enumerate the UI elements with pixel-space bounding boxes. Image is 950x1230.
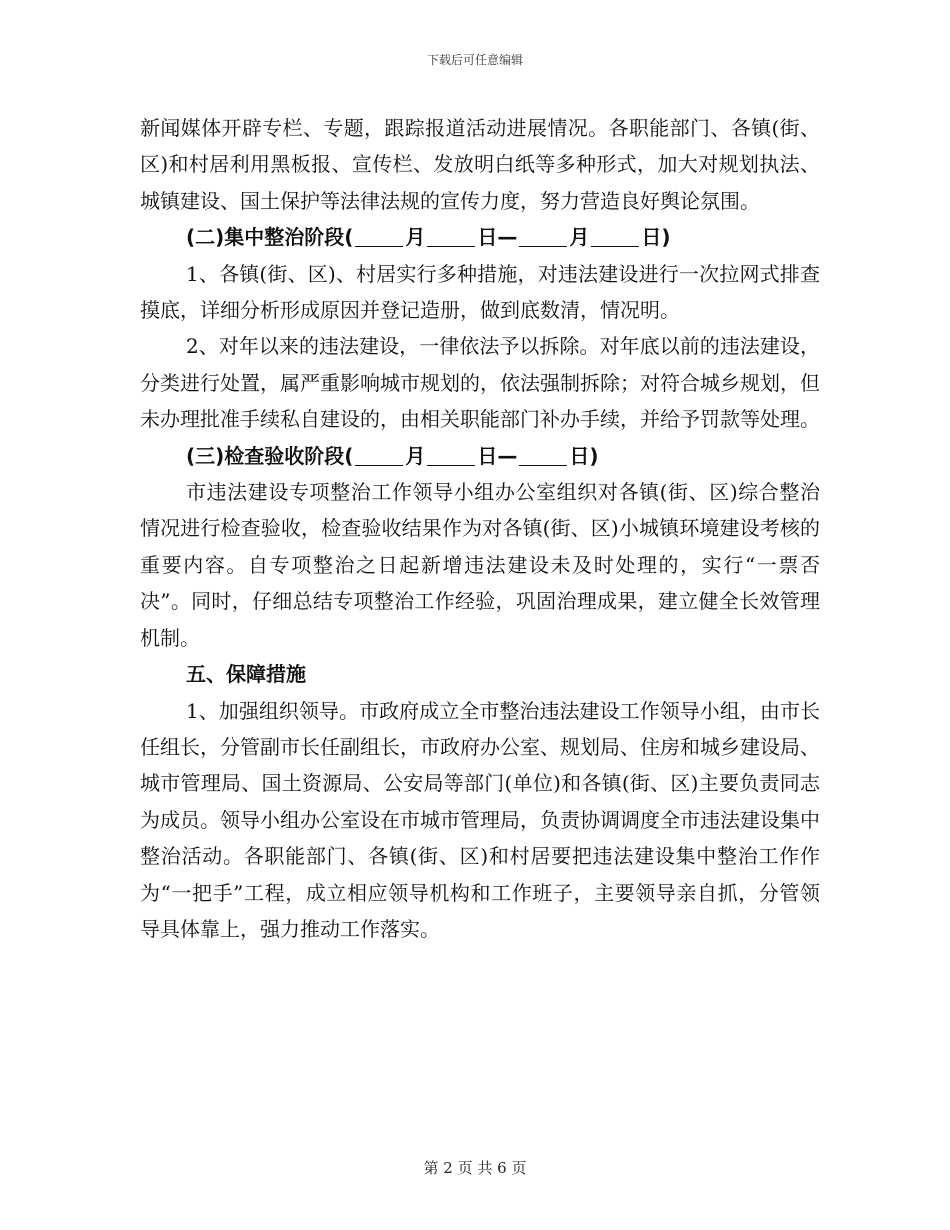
heading-phase-2-month1: 月 (405, 225, 426, 250)
heading-phase-2 (140, 219, 820, 255)
blank-line (591, 224, 639, 247)
heading-phase-3-day2: 日) (569, 443, 599, 468)
paragraph-leadership: 1、加强组织领导。市政府成立全市整治违法建设工作领导小组，由市长任组长，分管副市长任副组长，市政府办公室、规划局、住房和城乡建设局、城市管理局、国土资源局、公安局等部门(单位)和各镇(街、区)主要负责同志为成员。领导小组办公室设在市城市管理局，负责协调调度全市违法建设集中整治活动。各职能部门、各镇(街、区)和村居要把违法建设集中整治工作作为“一把手”工程，成立相应领导机构和工作班子，主要领导亲自抓，分管领导具体靠上，强力推动工作落实。 (140, 698, 820, 941)
blank-line (355, 224, 403, 247)
blank-line (427, 443, 475, 466)
blank-line (355, 443, 403, 466)
paragraph-item-2: 2、对年以来的违法建设，一律依法予以拆除。对年底以前的违法建设，分类进行处置，属严重影响城市规划的，依法强制拆除；对符合城乡规划，但未办理批准手续私自建设的，由相关职能部门补办手续，并给予罚款等处理。 (140, 334, 820, 432)
heading-phase-2-month2: 月 (569, 225, 590, 250)
heading-phase-2-day1: 日— (477, 225, 518, 250)
document-body (140, 110, 820, 947)
blank-line (427, 224, 475, 247)
blank-line (519, 224, 567, 247)
heading-safeguards: 五、保障措施 (186, 662, 306, 687)
blank-line (519, 443, 567, 466)
heading-phase-2-prefix: (二)集中整治阶段( (186, 225, 354, 250)
paragraph-media-publicity: 新闻媒体开辟专栏、专题，跟踪报道活动进展情况。各职能部门、各镇(街、区)和村居利用黑板报、宣传栏、发放明白纸等多种形式，加大对规划执法、城镇建设、国土保护等法律法规的宣传力度，努力营造良好舆论氛围。 (140, 116, 820, 213)
heading-phase-3-prefix: (三)检查验收阶段( (186, 443, 354, 468)
heading-phase-3-month: 月 (405, 443, 426, 468)
page-footer: 第 2 页 共 6 页 (423, 1159, 527, 1177)
heading-phase-3 (140, 438, 820, 474)
paragraph-item-1: 1、各镇(街、区)、村居实行多种措施，对违法建设进行一次拉网式排查摸底，详细分析形成原因并登记造册，做到底数清，情况明。 (140, 261, 820, 323)
heading-phase-2-day2: 日) (641, 225, 671, 250)
page-header: 下载后可任意编辑 (426, 53, 523, 67)
paragraph-inspection: 市违法建设专项整治工作领导小组办公室组织对各镇(街、区)综合整治情况进行检查验收，检查验收结果作为对各镇(街、区)小城镇环境建设考核的重要内容。自专项整治之日起新增违法建设未及时处理的，实行“一票否决”。同时，仔细总结专项整治工作经验，巩固治理成果，建立健全长效管理机制。 (140, 480, 820, 650)
heading-phase-3-day1: 日— (477, 443, 518, 468)
